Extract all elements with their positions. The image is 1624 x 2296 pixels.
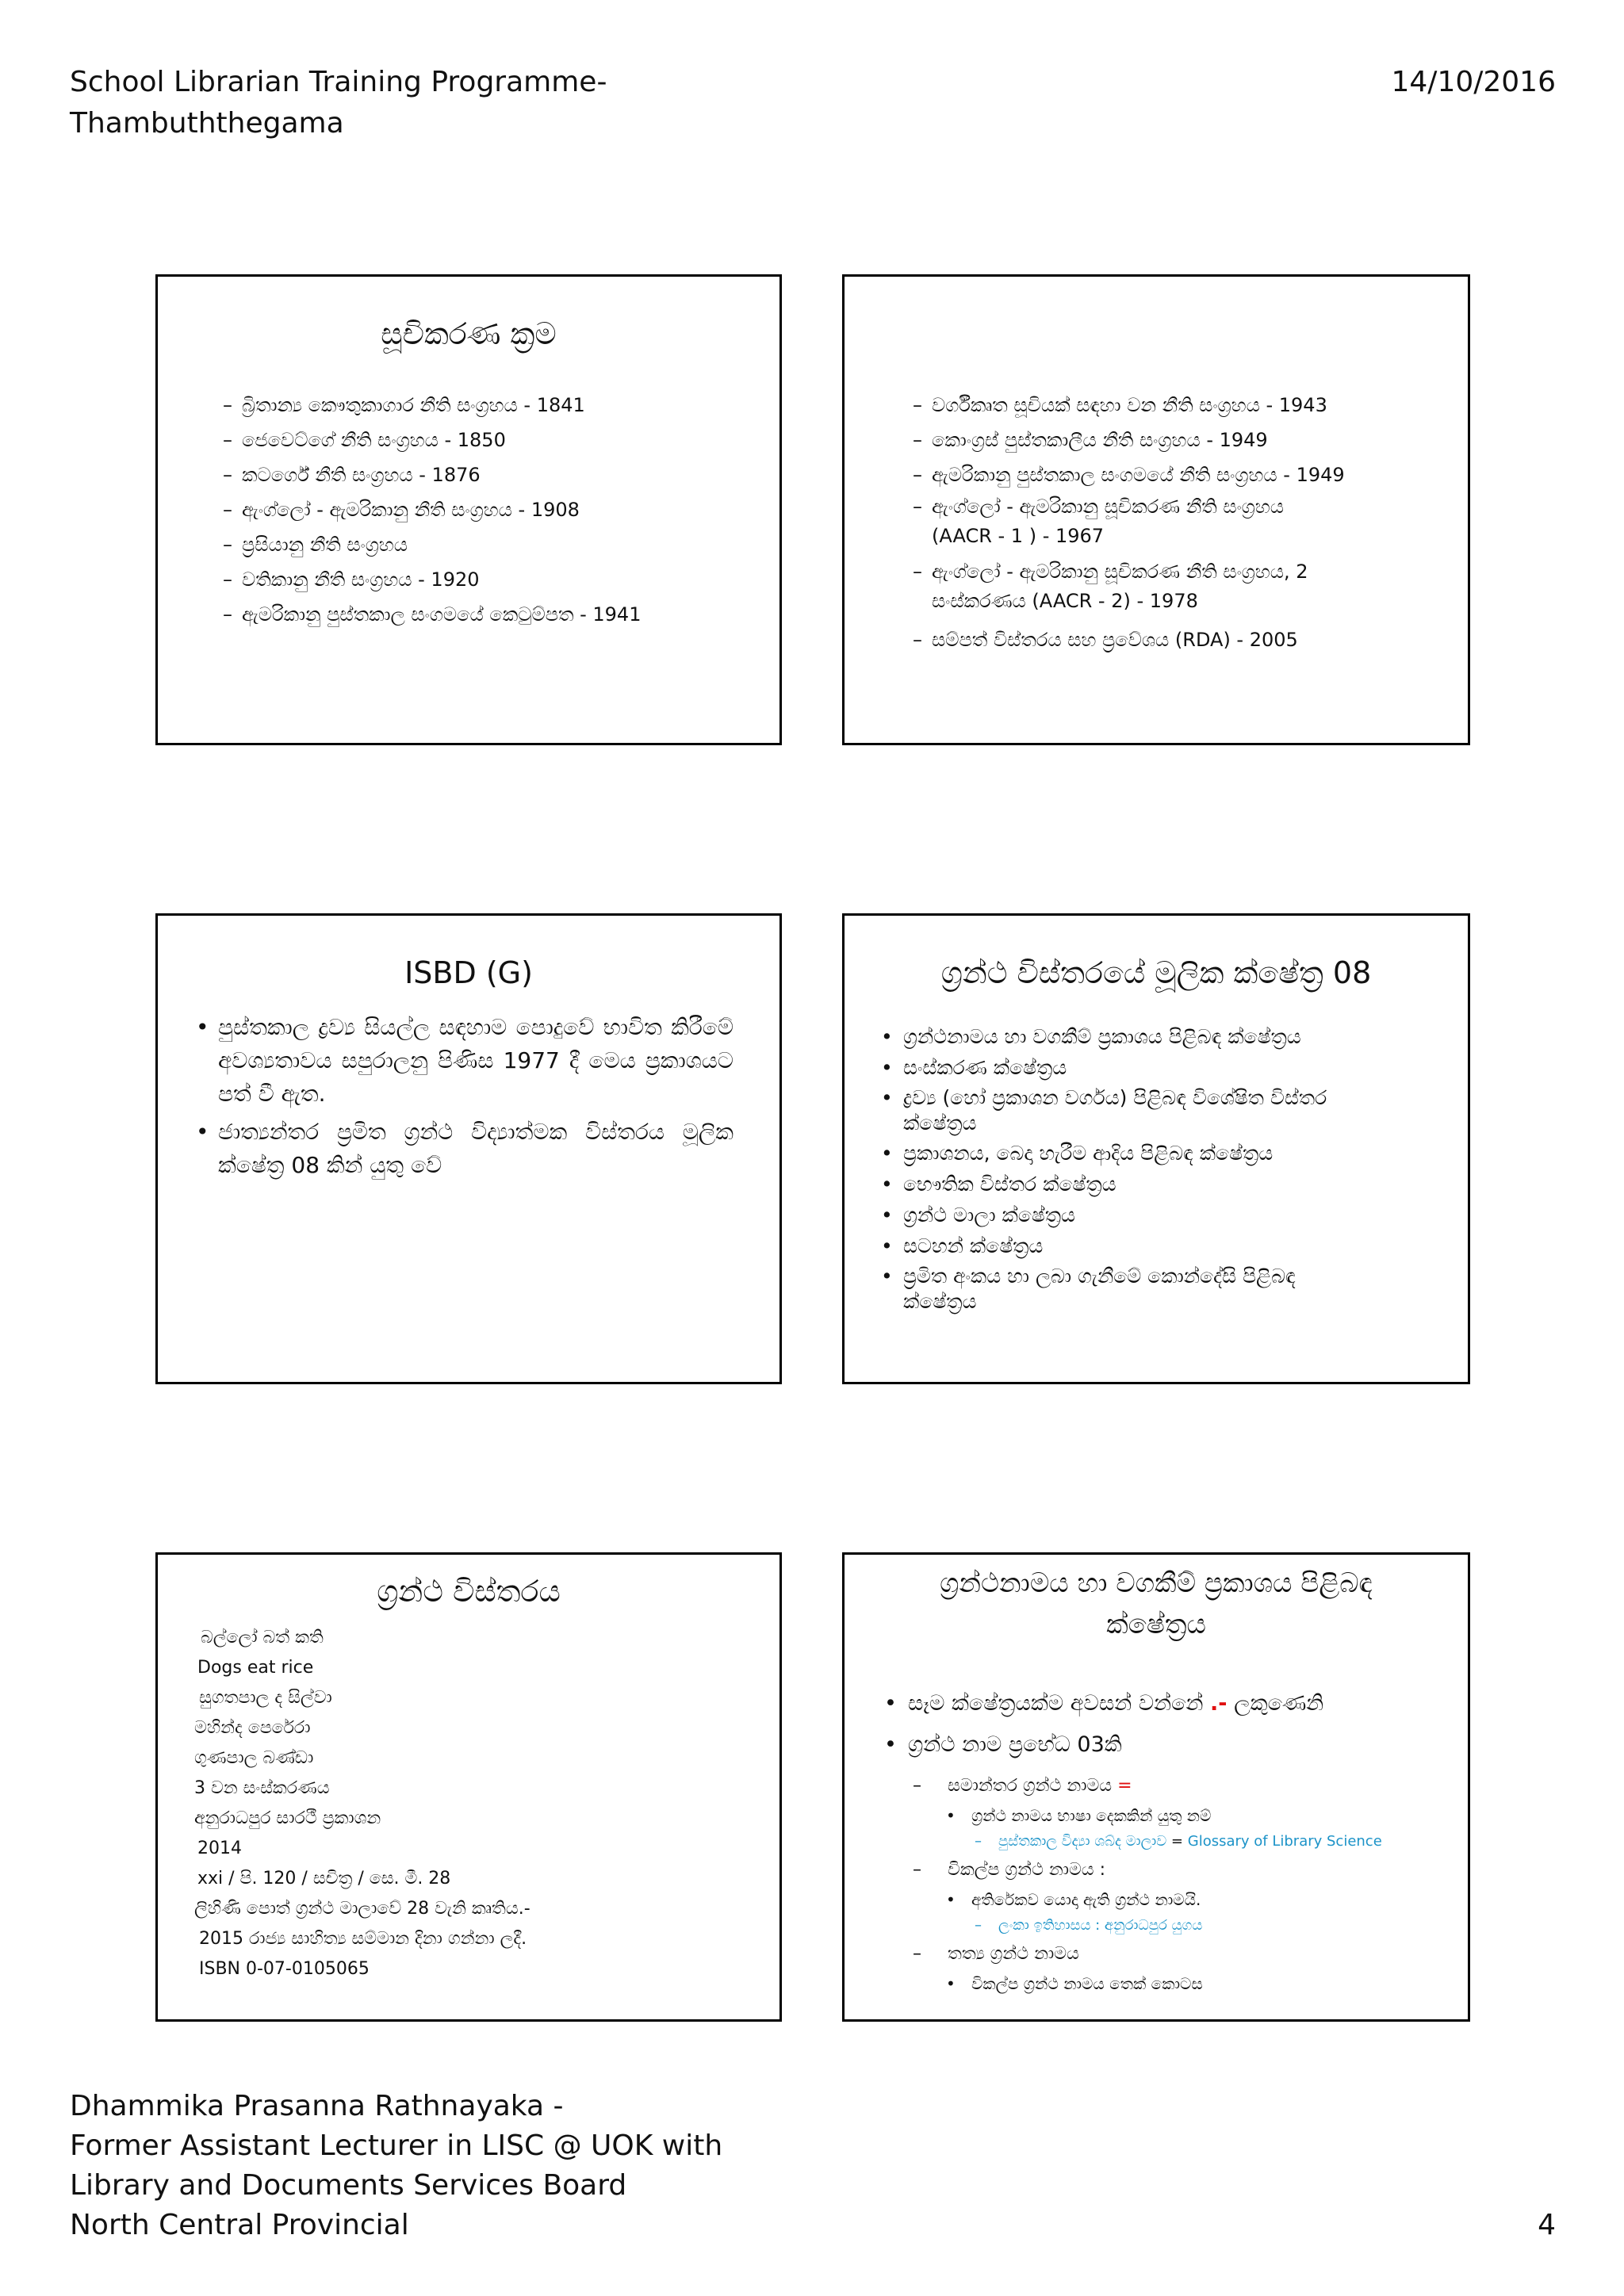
list-item: • ජාත්‍යන්තර ප්‍රමිත ග්‍රන්ථ විද්‍යාත්මක විස්තරය මූලික ක්ෂේත්‍ර 08 කින් යුතු වේ [194,1115,733,1182]
list-item: – ප්‍රසියානු නීති සංග්‍රහය [223,527,641,562]
slide-4 [842,913,1470,1384]
list-item: • ග්‍රන්ථ නාමය භාෂා දෙකකින් යුතු නම් [913,1802,1382,1829]
end-mark: .- [1210,1691,1228,1716]
desc-line: ISBN 0-07-0105065 [199,1959,370,1979]
desc-line: 2015 රාජ්‍ය සාහිත්‍ය සම්මාන දිනා ගන්නා ලදී. [199,1929,527,1949]
true-title: – තත්‍ය ග්‍රන්ථ නාමය [913,1938,1382,1970]
list-item: • ග්‍රන්ථ නාම ප්‍රභේධ 03කි [883,1724,1323,1766]
slide-6 [842,1552,1470,2022]
list-item: • භෞතික විස්තර ක්ෂේත්‍රය [879,1171,1450,1198]
footer-line: Library and Documents Services Board [70,2169,627,2202]
list-item: • සටහන් ක්ෂේත්‍රය [879,1233,1450,1260]
desc-line: මහින්ද පෙරේරා [194,1718,311,1738]
list-item: – ඇංග්ලෝ - ඇමරිකානු නීති සංග්‍රහය - 1908 [223,492,641,527]
desc-line: බල්ලෝ බත් කති [201,1628,324,1647]
desc-line: සුගතපාල ද සිල්වා [199,1688,332,1708]
list-item: • ග්‍රන්ථ මාලා ක්ෂේත්‍රය [879,1202,1450,1229]
desc-line: Dogs eat rice [197,1658,314,1678]
slide-6-bullets [883,1683,1323,1766]
list-item: – කටර්ගේ නීති සංග්‍රහය - 1876 [223,457,641,492]
list-item: • සෑම ක්ෂේත්‍රයක්ම අවසන් වන්නේ .- ලකුණෙනි [883,1683,1323,1724]
slide-5 [155,1552,782,2022]
header-date: 14/10/2016 [1391,66,1556,98]
list-item: – ඇංග්ලෝ - ඇමරිකානු සූචිකරණ නීති සංග්‍රහය, 2 සංස්කරණය (AACR - 2) - 1978 [913,557,1345,616]
slide-3-list [194,1011,733,1187]
desc-line: xxi / පි. 120 / සචිත්‍ර / සෙ. මී. 28 [197,1869,451,1888]
header-title-line2: Thambuththegama [70,107,344,140]
list-item: • විකල්ප ග්‍රන්ථ නාමය තෙක් කොටස [913,1970,1382,1997]
list-item: – සම්පත් විස්තරය සහ ප්‍රවේශය (RDA) - 2005 [913,622,1345,657]
example-line: – ලංකා ඉතිහාසය : අනුරාධපුර යුගය [913,1913,1382,1938]
list-item: – ඇංග්ලෝ - ඇමරිකානු සූචිකරණ නීති සංග්‍රහය (AACR - 1 ) - 1967 [913,492,1345,551]
slide-6-title: ග්‍රන්ථනාමය හා වගකීම් ප්‍රකාශය පිළිබඳ ක්ෂේත්‍රය [940,1567,1373,1640]
desc-line: අනුරාධපුර සාරථී ප්‍රකාශන [194,1808,381,1828]
header-title-line1: School Librarian Training Programme- [70,66,607,98]
slide-1 [155,274,782,745]
list-item: • පුස්තකාල ද්‍රව්‍ය සියල්ල සඳහාම පොදුවේ භාවිත කිරීමේ අවශ්‍යතාවය සපුරාලනු පිණිස 1977 දී මෙය ප්‍රකාශයට පත් වී ඇත. [194,1011,733,1111]
list-item: • සංස්කරණ ක්ෂේත්‍රය [879,1054,1450,1081]
document-footer [70,2087,722,2245]
footer-line: Dhammika Prasanna Rathnayaka - [70,2090,564,2122]
alternative-title: – විකල්ප ග්‍රන්ථ නාමය : [913,1854,1382,1886]
slide-3-title: ISBD (G) [404,955,533,990]
slide-3 [155,913,782,1384]
list-item: • ප්‍රමිත අංකය හා ලබා ගැනීමේ කොන්දේසි පිළිබඳ ක්ෂේත්‍රය [879,1264,1450,1314]
desc-line: ලිහිණි පොත් ග්‍රන්ථ මාලාවේ 28 වැනි කෘතිය.- [194,1899,530,1919]
list-item: • ද්‍රව්‍ය (හෝ ප්‍රකාශන වර්ගය) පිළිබඳ විශේෂිත විස්තර ක්ෂේත්‍රය [879,1085,1450,1136]
list-item: – කොංග්‍රස් පුස්තකාලීය නීති සංග්‍රහය - 1949 [913,423,1345,457]
desc-line: ගුණපාල බණ්ඩා [194,1748,314,1768]
slide-5-title: ග්‍රන්ථ විස්තරය [377,1574,561,1609]
parallel-title: – සමාන්තර ග්‍රන්ථ නාමය = [913,1770,1382,1802]
desc-line: 2014 [197,1839,242,1858]
footer-line: North Central Provincial [70,2209,409,2241]
slide-1-title: සූචිකරණ ක්‍රම [381,316,557,351]
example-line: – පුස්තකාල විද්‍යා ශබ්ද මාලාව = Glossary of Library Science [913,1829,1382,1854]
list-item: • ප්‍රකාශනය, බෙදා හැරීම ආදිය පිළිබඳ ක්ෂේත්‍රය [879,1140,1450,1167]
list-item: – වතිකානු නීති සංග්‍රහය - 1920 [223,562,641,597]
list-item: – ජෙවෙට්ගේ නීති සංග්‍රහය - 1850 [223,423,641,457]
list-item: – වර්ගීකෘත සූචියක් සඳහා වන නීති සංග්‍රහය - 1943 [913,388,1345,423]
slide-2 [842,274,1470,745]
title-types [913,1770,1382,1997]
list-item: • අතිරේකව යොදා ඇති ග්‍රන්ථ නාමයි. [913,1886,1382,1913]
list-item: – ඇමරිකානු පුස්තකාල සංගමයේ නීති සංග්‍රහය - 1949 [913,457,1345,492]
bibliographic-description [194,1623,530,1984]
list-item: – ඇමරිකානු පුස්තකාල සංගමයේ කෙටුම්පත - 1941 [223,597,641,632]
slide-2-list [913,388,1345,657]
slide-1-list [223,388,641,632]
footer-line: Former Assistant Lecturer in LISC @ UOK with [70,2130,723,2162]
slide-4-list [879,1024,1450,1318]
list-item: • ග්‍රන්ථනාමය හා වගකීම් ප්‍රකාශය පිළිබඳ ක්ෂේත්‍රය [879,1024,1450,1050]
list-item: – බ්‍රිතාන්‍ය කෞතුකාගාර නීති සංග්‍රහය - 1841 [223,388,641,423]
slide-4-title: ග්‍රන්ථ විස්තරයේ මූලික ක්ෂේත්‍ර 08 [940,955,1372,990]
document-header [70,62,607,144]
desc-line: 3 වන සංස්කරණය [194,1778,330,1798]
page-number: 4 [1538,2209,1556,2241]
